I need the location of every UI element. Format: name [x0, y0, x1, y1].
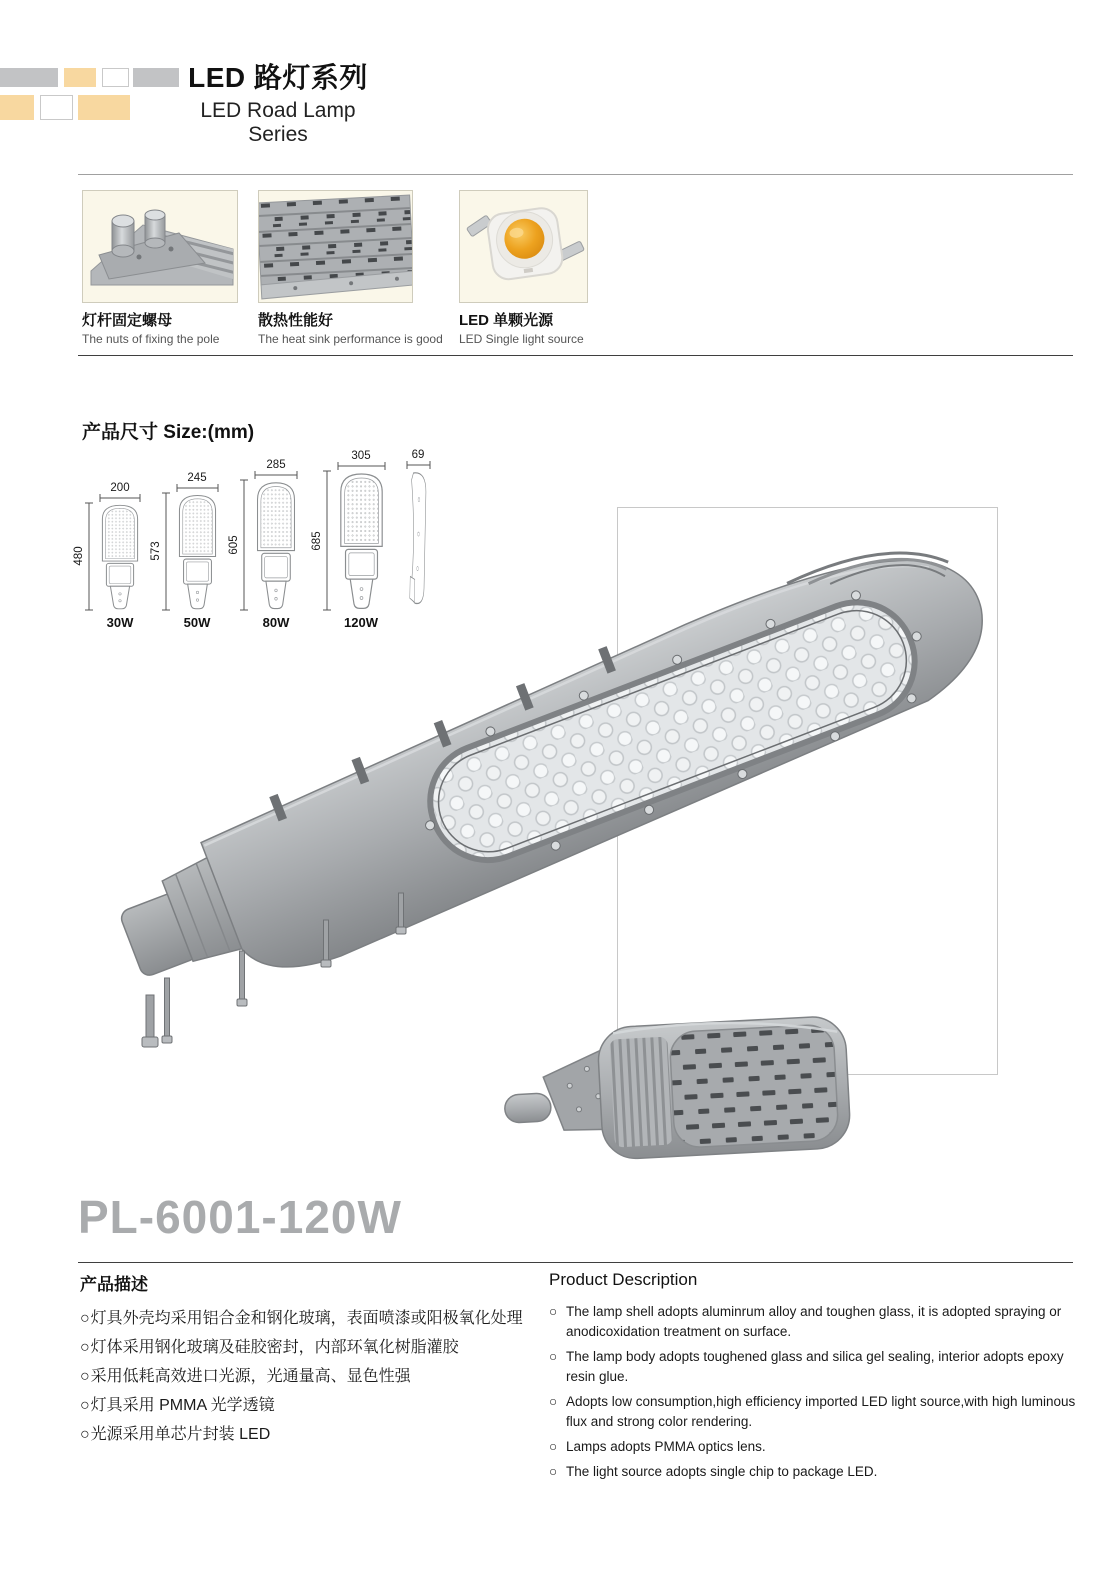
list-item: [549, 1462, 1081, 1482]
description-item: 灯体采用钢化玻璃及硅胶密封，内部环氧化树脂灌胶: [90, 1339, 459, 1356]
description-title-en: Product Description: [549, 1270, 698, 1289]
pole-nuts-photo: [82, 190, 238, 303]
dim-height-30w: 480: [73, 546, 85, 566]
description-item: Adopts low consumption,high efficiency imported LED light source,with high luminous flux and strong color rendering.: [566, 1394, 1076, 1429]
list-item: [80, 1304, 548, 1333]
list-item: [80, 1333, 548, 1362]
list-item: [549, 1392, 1081, 1432]
page-subtitle: LED Road Lamp Series: [200, 99, 356, 146]
dim-width-side: 69: [411, 449, 425, 461]
feature-caption-en: The heat sink performance is good: [258, 332, 443, 346]
dim-height-120w: 685: [311, 531, 323, 551]
bullet-icon: ○: [80, 1368, 90, 1385]
bullet-icon: ○: [80, 1397, 90, 1414]
heat-sink-photo: [258, 190, 413, 303]
power-label-120w: 120W: [344, 615, 378, 630]
dim-height-80w: 605: [228, 535, 240, 555]
description-item: 灯具外壳均采用铝合金和钢化玻璃，表面喷漆或阳极氧化处理: [90, 1310, 523, 1327]
bullet-icon: ○: [549, 1394, 558, 1409]
dim-width-120w: 305: [351, 450, 371, 462]
dim-width-80w: 285: [266, 459, 286, 471]
deco-square: [78, 95, 130, 120]
dim-height-50w: 573: [150, 541, 162, 561]
bullet-icon: ○: [549, 1464, 558, 1479]
pole-nuts-icon: [83, 191, 237, 302]
description-item: Lamps adopts PMMA optics lens.: [566, 1439, 766, 1454]
deco-square: [102, 68, 129, 87]
description-list-en: [549, 1302, 1081, 1482]
power-label-30w: 30W: [106, 615, 134, 630]
deco-square: [64, 68, 96, 87]
list-item: [80, 1420, 548, 1449]
deco-square: [0, 95, 34, 120]
bullet-icon: ○: [80, 1310, 90, 1327]
description-cn: [80, 1270, 548, 1449]
dim-width-30w: 200: [110, 482, 130, 494]
size-section-title: 产品尺寸 Size:(mm): [82, 422, 255, 443]
feature-caption-cn: 灯杆固定螺母: [82, 312, 173, 329]
description-item: The lamp shell adopts aluminrum alloy and toughen glass, it is adopted spraying or anodicoxidation treatment on surface.: [566, 1304, 1062, 1339]
dim-width-50w: 245: [187, 472, 207, 484]
bullet-icon: ○: [549, 1349, 558, 1364]
feature-caption-en: The nuts of fixing the pole: [82, 332, 220, 346]
description-item: 光源采用单芯片封装 LED: [90, 1426, 271, 1443]
list-item: [549, 1347, 1081, 1387]
description-title-cn: 产品描述: [80, 1275, 148, 1294]
description-item: The lamp body adopts toughened glass and silica gel sealing, interior adopts epoxy resin glue.: [566, 1349, 1064, 1384]
model-number: PL-6001-120W: [78, 1191, 402, 1243]
divider-top: [78, 174, 1073, 175]
power-label-50w: 50W: [183, 615, 211, 630]
page-title: LED 路灯系列: [188, 62, 368, 93]
feature-heat-sink: [258, 190, 443, 346]
feature-led-source: [459, 190, 588, 346]
header: [168, 56, 388, 147]
list-item: [549, 1302, 1081, 1342]
feature-caption-cn: LED 单颗光源: [459, 312, 554, 329]
deco-square: [0, 68, 58, 87]
bullet-icon: ○: [549, 1304, 558, 1319]
divider-mid: [78, 355, 1073, 356]
led-chip-photo: [459, 190, 588, 303]
led-chip-icon: [460, 191, 587, 302]
feature-caption-en: LED Single light source: [459, 332, 584, 346]
rear-lamp-photo: [500, 1000, 860, 1175]
description-item: 灯具采用 PMMA 光学透镜: [90, 1397, 275, 1414]
deco-square: [40, 95, 73, 120]
power-label-80w: 80W: [262, 615, 290, 630]
list-item: [549, 1437, 1081, 1457]
rear-lamp-body: [501, 1015, 851, 1165]
lamp-body: [92, 545, 1010, 1025]
description-list-cn: [80, 1304, 548, 1449]
description-item: The light source adopts single chip to package LED.: [566, 1464, 878, 1479]
divider-description: [78, 1262, 1073, 1263]
bullet-icon: ○: [549, 1439, 558, 1454]
bullet-icon: ○: [80, 1426, 90, 1443]
bullet-icon: ○: [80, 1339, 90, 1356]
description-item: 采用低耗高效进口光源，光通量高、显色性强: [90, 1368, 411, 1385]
description-en: [549, 1270, 1081, 1487]
feature-pole-nuts: [82, 190, 238, 346]
list-item: [80, 1391, 548, 1420]
list-item: [80, 1362, 548, 1391]
feature-caption-cn: 散热性能好: [258, 312, 334, 329]
heat-sink-icon: [259, 191, 412, 302]
